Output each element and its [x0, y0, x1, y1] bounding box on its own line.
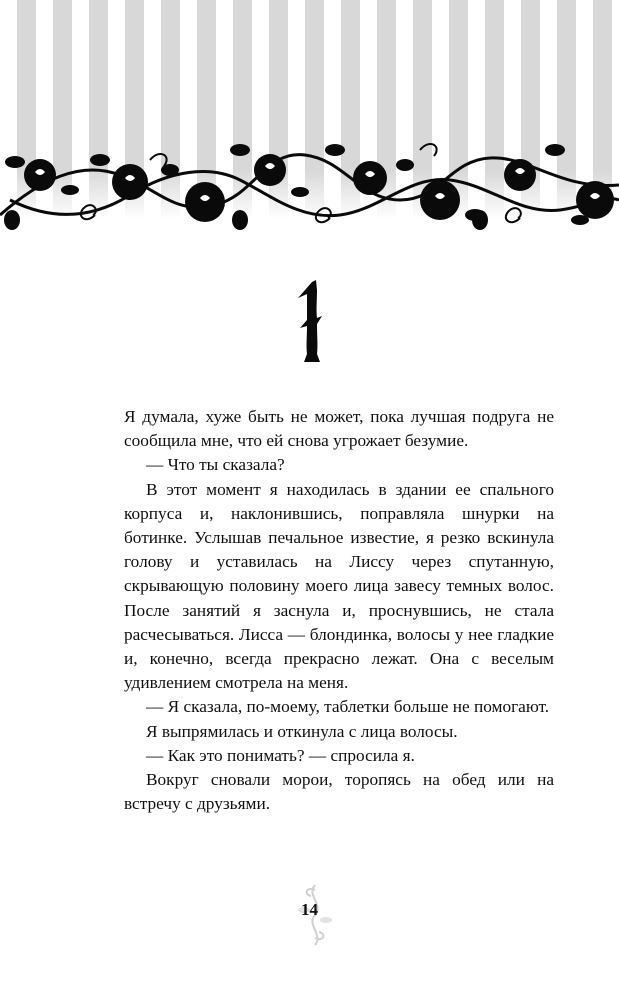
paragraph: — Я сказала, по-моему, таблетки больше не помогают.	[146, 697, 550, 717]
paragraph: Вокруг сновали морои, торопясь на обед или на встречу с друзьями.	[124, 770, 554, 814]
paragraph: — Как это понимать? — спросила я.	[146, 745, 415, 765]
paragraph: Я выпрямилась и откинула с лица волосы.	[146, 721, 458, 741]
paragraph: В этот момент я находилась в здании ее спального корпуса и, наклонившись, поправляла шнурки на ботинке. Услышав печальное известие, я резко вскинула голову и уставилась на Лиссу через спутанную, скрывающую половину моего лица завесу темных волос. После занятий я заснула и, проснувшись, не стала расчесываться. Лисса — блондинка, волосы у нее гладкие и, конечно, всегда прекрасно лежат. Она с веселым удивлением смотрела на меня.	[124, 479, 554, 693]
chapter-number-glyph	[292, 280, 328, 362]
paragraph: — Что ты сказала?	[146, 455, 285, 475]
chapter-body	[124, 405, 554, 816]
rose-vine-ornament	[0, 120, 619, 240]
paragraph: Я думала, хуже быть не может, пока лучшая подруга не сообщила мне, что ей снова угрожает безумие.	[124, 407, 554, 451]
page-number: 14	[301, 900, 318, 919]
chapter-number	[0, 280, 619, 362]
